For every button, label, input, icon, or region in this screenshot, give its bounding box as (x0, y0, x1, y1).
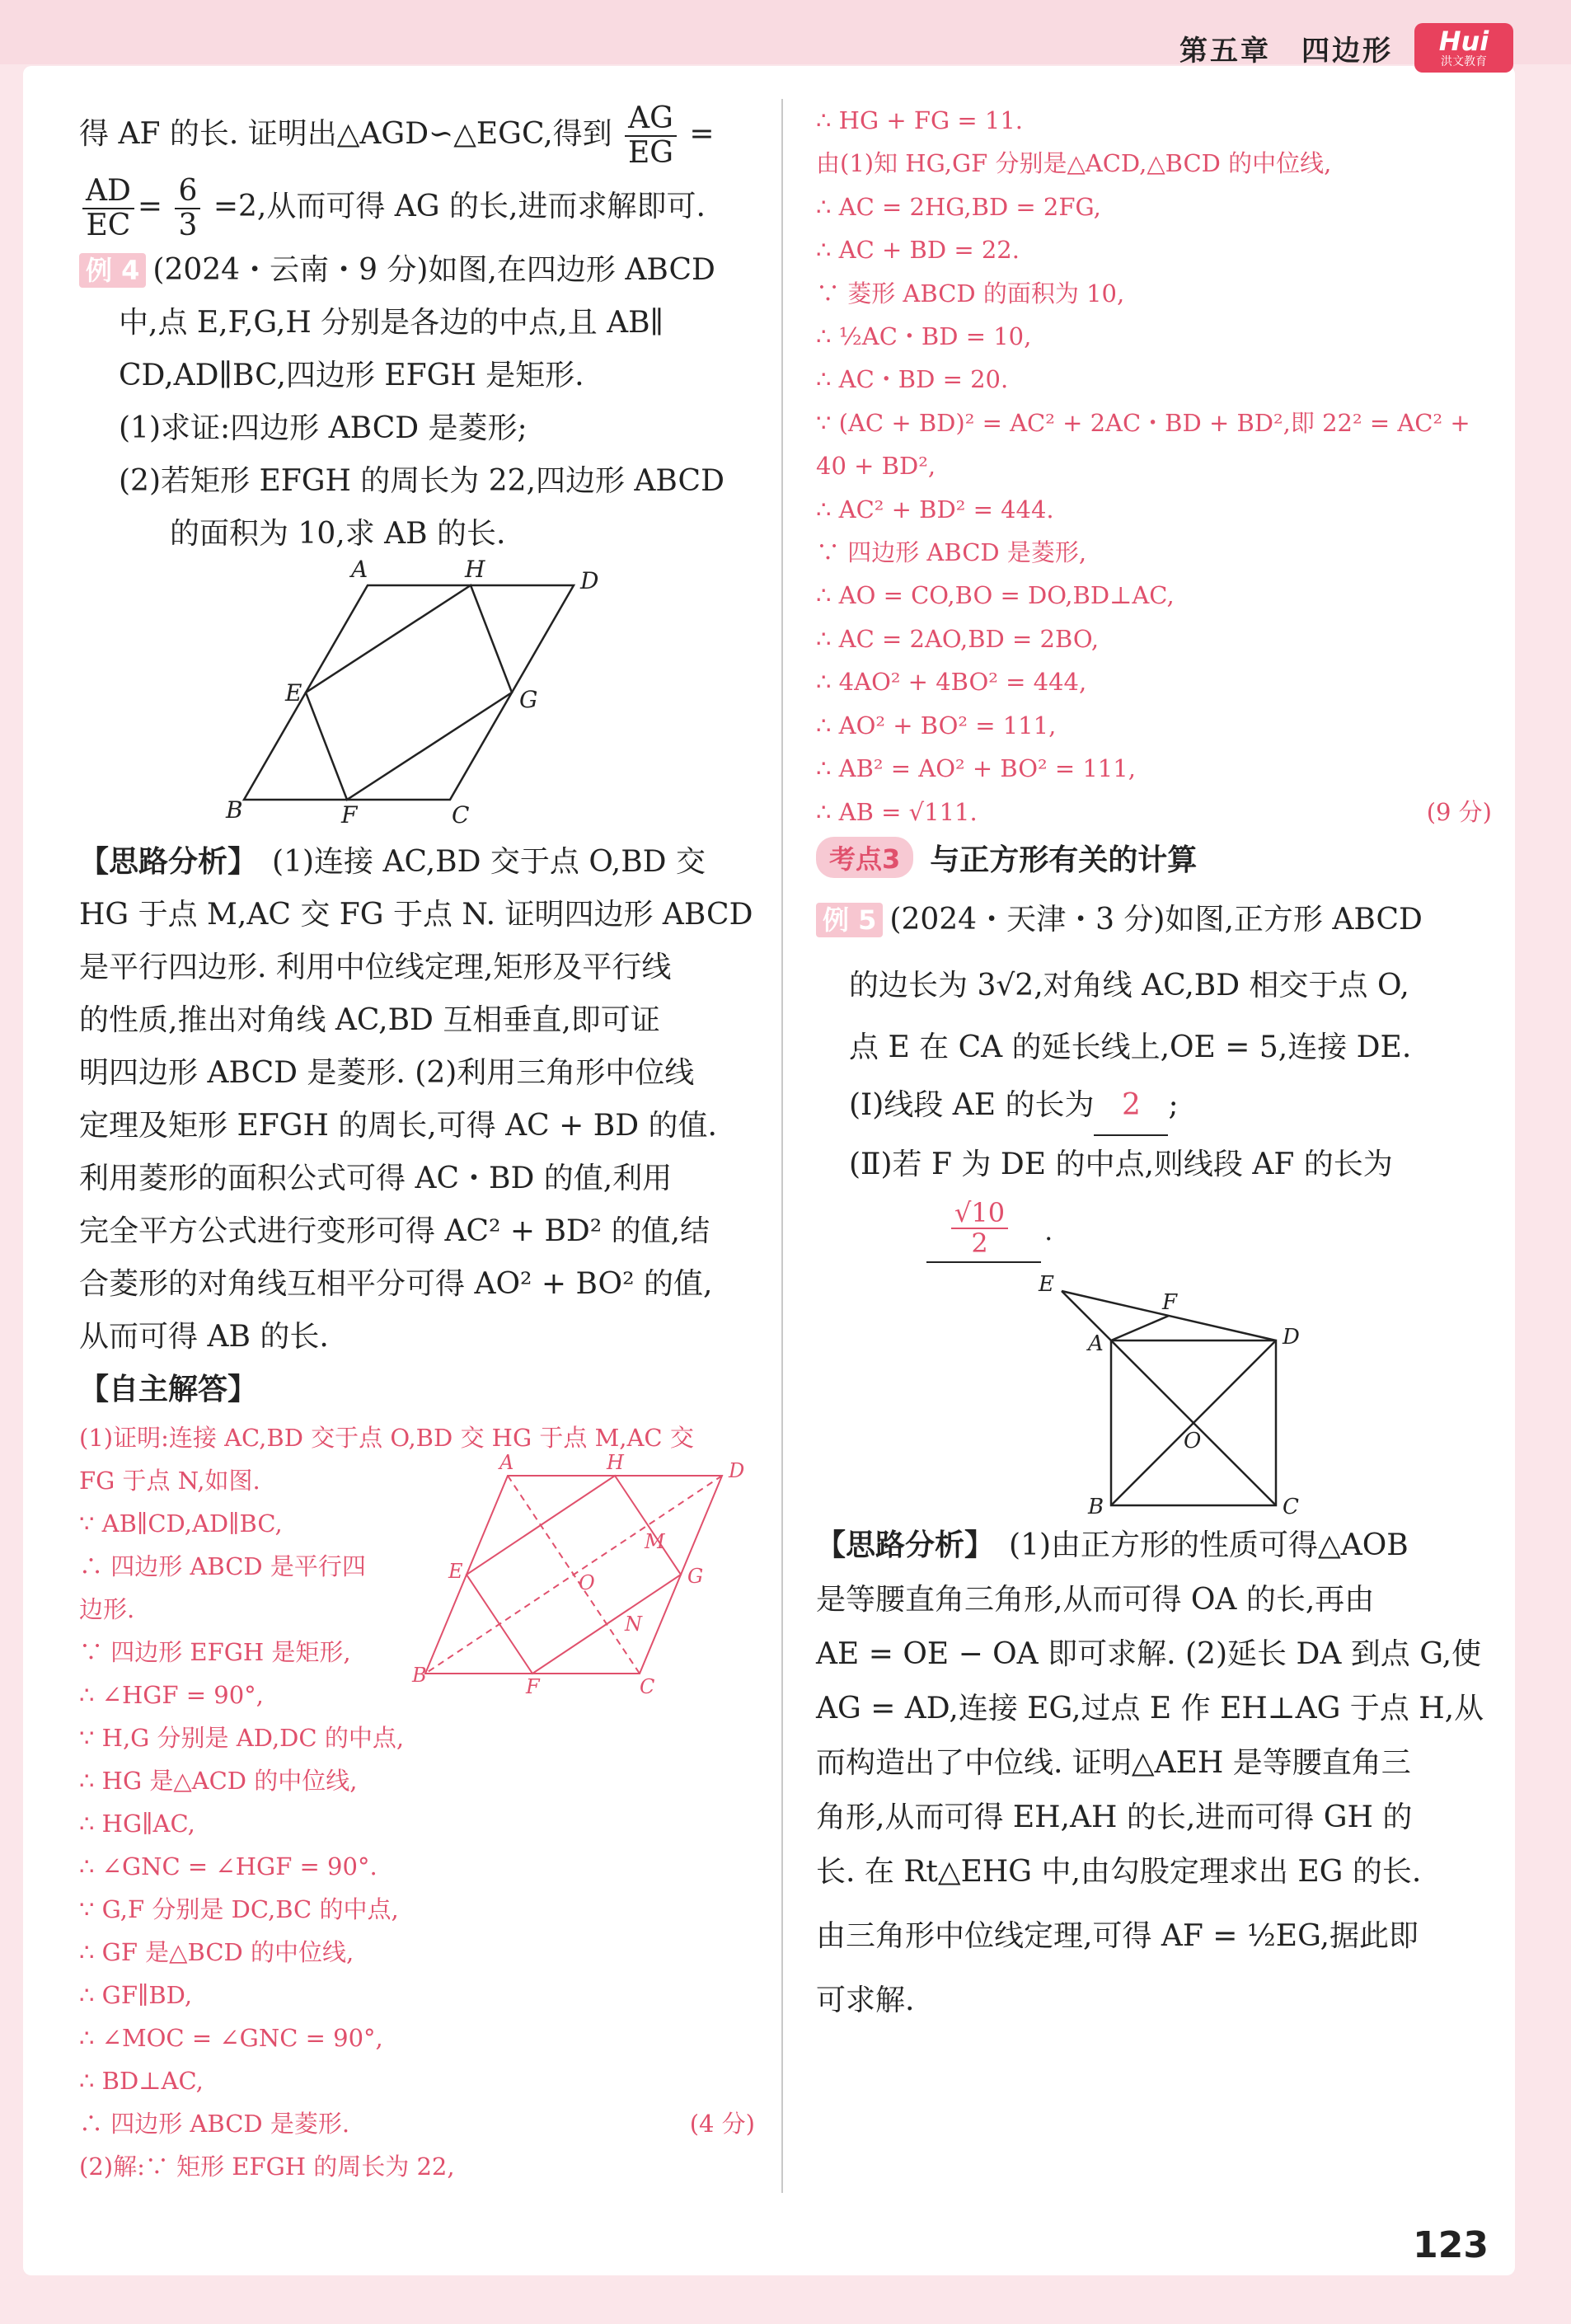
analysis-4-line-3: 的性质,推出对角线 AC,BD 互相垂直,即可证 (79, 1003, 660, 1037)
analysis-5-line-3: AG = AD,连接 EG,过点 E 作 EH⊥AG 于点 H,从 (816, 1691, 1484, 1725)
example-4-line-1: 中,点 E,F,G,H 分别是各边的中点,且 AB∥ (119, 306, 664, 340)
label-c2: C (640, 1675, 655, 1698)
chapter-title: 第五章 四边形 (1179, 34, 1393, 68)
answer-2-period: . (1044, 1214, 1053, 1247)
solution-4-line-1: FG 于点 N,如图. (79, 1467, 260, 1495)
label-b2: B (412, 1664, 427, 1687)
label-a2: A (499, 1451, 514, 1474)
solution-4b-line-4: ∵ 菱形 ABCD 的面积为 10, (816, 279, 1125, 308)
analysis-4-line-9: 从而可得 AB 的长. (79, 1320, 329, 1354)
analysis-5-line-1: 是等腰直角三角形,从而可得 OA 的长,再由 (816, 1582, 1375, 1617)
analysis-title-5: 【思路分析】 (816, 1528, 980, 1562)
analysis-4-line-5: 定理及矩形 EFGH 的周长,可得 AC + BD 的值. (79, 1109, 717, 1143)
solution-4-line-16 (79, 2102, 755, 2145)
example-5-line-2: 点 E 在 CA 的延长线上,OE = 5,连接 DE. (849, 1030, 1412, 1064)
analysis-4-line-2: 是平行四边形. 利用中位线定理,矩形及平行线 (79, 951, 672, 984)
label-e: E (285, 679, 302, 707)
analysis-text: (1)连接 AC,BD 交于点 O,BD 交 (272, 845, 706, 879)
label-g2: G (687, 1565, 704, 1588)
label-d: D (580, 567, 599, 594)
solution-4b-line-6: ∴ AC・BD = 20. (816, 365, 1009, 394)
equals-sign: = (689, 117, 715, 151)
label-g: G (519, 686, 538, 713)
label-o3: O (1184, 1428, 1202, 1453)
example-4-line-5: 的面积为 10,求 AB 的长. (170, 517, 506, 551)
label-e3: E (1039, 1271, 1054, 1297)
analysis-4-line-6: 利用菱形的面积公式可得 AC・BD 的值,利用 (79, 1162, 673, 1195)
frac-num: 6 (175, 175, 200, 209)
segment-af (1111, 1316, 1169, 1340)
right-column (816, 99, 1492, 2028)
solution-4-line-2: ∵ AB∥CD,AD∥BC, (79, 1509, 283, 1538)
analysis-5-line-5: 角形,从而可得 EH,AH 的长,进而可得 GH 的 (816, 1800, 1413, 1834)
example-5-text: (2024・天津・3 分)如图,正方形 ABCD (889, 902, 1423, 937)
solution-4b-line-12: ∴ AC = 2AO,BD = 2BO, (816, 624, 1100, 653)
label-c: C (452, 801, 470, 829)
intro-line-1 (79, 99, 755, 170)
example-5-q2: (Ⅱ)若 F 为 DE 的中点,则线段 AF 的长为 (849, 1147, 1393, 1181)
solution-4b-line-13: ∴ 4AO² + 4BO² = 444, (816, 668, 1087, 697)
q1-end: ; (1168, 1087, 1179, 1122)
publisher-logo (1414, 23, 1513, 73)
solution-4-block (79, 1416, 755, 2188)
page-header (1179, 23, 1513, 73)
analysis-text: (1)由正方形的性质可得△AOB (1009, 1528, 1409, 1562)
label-b3: B (1088, 1494, 1104, 1519)
rectangle-efgh (306, 585, 512, 800)
frac-den: 3 (178, 209, 198, 242)
fraction-ag-eg (625, 102, 677, 169)
extension-ae (1062, 1291, 1111, 1340)
solution-4-line-8: ∴ HG 是△ACD 的中位线, (79, 1767, 358, 1795)
solution-4b-line-15: ∴ AB² = AO² + BO² = 111, (816, 754, 1136, 783)
label-h2: H (607, 1451, 624, 1474)
example-5-q1 (816, 1077, 1492, 1136)
solution-4b-line-16 (816, 791, 1492, 833)
answer-2-fraction (926, 1196, 1041, 1263)
answer-1-blank: 2 (1094, 1077, 1168, 1136)
example-4-line-2: CD,AD∥BC,四边形 EFGH 是矩形. (119, 359, 584, 392)
frac-num: AG (625, 102, 677, 137)
solution-4-line-14: ∴ ∠MOC = ∠GNC = 90°, (79, 2024, 383, 2052)
label-f2: F (526, 1675, 540, 1698)
label-m2: M (645, 1530, 665, 1553)
q1-text: (Ⅰ)线段 AE 的长为 (849, 1087, 1095, 1122)
analysis-5-line-4: 而构造出了中位线. 证明△AEH 是等腰直角三 (816, 1745, 1411, 1780)
solution-4b-line-7: ∵ (AC + BD)² = AC² + 2AC・BD + BD²,即 22² = AC² + (816, 408, 1470, 437)
solution-4-line-6: ∴ ∠HGF = 90°, (79, 1681, 264, 1709)
solution-4-line-5: ∵ 四边形 EFGH 是矩形, (79, 1638, 351, 1666)
page-number: 123 (1413, 2224, 1489, 2266)
example-4-text: (2024・云南・9 分)如图,在四边形 ABCD (152, 253, 715, 287)
solution-text: ∴ 四边形 ABCD 是菱形. (79, 2110, 350, 2138)
solution-4-line-4: 边形. (79, 1595, 135, 1623)
frac-num: √10 (951, 1199, 1008, 1229)
solution-4-line-17: (2)解:∵ 矩形 EFGH 的周长为 22, (79, 2153, 455, 2181)
analysis-4-line-0 (79, 836, 755, 889)
analysis-4-line-7: 完全平方公式进行变形可得 AC² + BD² 的值,结 (79, 1214, 710, 1248)
diagonal-bd (425, 1476, 722, 1674)
analysis-title: 【思路分析】 (79, 845, 243, 879)
example-4-line-3: (1)求证:四边形 ABCD 是菱形; (119, 411, 528, 445)
example-4-line-4: (2)若矩形 EFGH 的周长为 22,四边形 ABCD (119, 464, 725, 498)
intro-text-b: =2,从而可得 AG 的长,进而求解即可. (213, 190, 706, 223)
label-f: F (341, 801, 358, 829)
intro-text-a: 得 AF 的长. 证明出△AGD∽△EGC,得到 (79, 117, 612, 151)
label-e2: E (448, 1560, 463, 1583)
fraction-6-3 (175, 175, 200, 242)
solution-4-line-12: ∴ GF 是△BCD 的中位线, (79, 1938, 354, 1966)
solution-4-line-9: ∴ HG∥AC, (79, 1810, 195, 1838)
label-n2: N (625, 1613, 642, 1636)
key-point-title: 与正方形有关的计算 (930, 843, 1198, 877)
solution-4-line-0: (1)证明:连接 AC,BD 交于点 O,BD 交 HG 于点 M,AC 交 (79, 1424, 694, 1452)
figure-rhombus-2 (412, 1451, 747, 1705)
example-4-line-0 (79, 244, 755, 297)
analysis-5-line-8: 可求解. (816, 1983, 915, 2017)
solution-4-line-7: ∵ H,G 分别是 AD,DC 的中点, (79, 1724, 405, 1752)
figure-rhombus-1 (79, 556, 755, 833)
solution-4b-line-8: 40 + BD², (816, 452, 936, 481)
label-d3: D (1283, 1324, 1300, 1350)
example-4-tag: 例 4 (79, 253, 146, 288)
analysis-5-line-7: 由三角形中位线定理,可得 AF = ½EG,据此即 (816, 1918, 1419, 1953)
analysis-4-line-8: 合菱形的对角线互相平分可得 AO² + BO² 的值, (79, 1267, 713, 1301)
column-divider (781, 99, 783, 2193)
label-d2: D (729, 1459, 745, 1482)
solution-4b-line-2: ∴ AC = 2HG,BD = 2FG, (816, 192, 1101, 221)
left-column (79, 99, 755, 2188)
label-f3: F (1162, 1289, 1178, 1315)
solution-4-line-13: ∴ GF∥BD, (79, 1981, 193, 2009)
analysis-5-line-6: 长. 在 Rt△EHG 中,由勾股定理求出 EG 的长. (816, 1854, 1422, 1889)
label-a: A (351, 556, 368, 583)
logo-text: 洪文教育 (1441, 55, 1487, 68)
figure-square (816, 1268, 1492, 1519)
solution-4b-line-5: ∴ ½AC・BD = 10, (816, 322, 1032, 351)
label-o2: O (579, 1571, 595, 1594)
solution-4b-line-1: 由(1)知 HG,GF 分别是△ACD,△BCD 的中位线, (816, 149, 1332, 178)
solution-4b-line-10: ∵ 四边形 ABCD 是菱形, (816, 538, 1087, 567)
answer-2-blank (816, 1194, 1492, 1268)
analysis-5-line-2: AE = OE − OA 即可求解. (2)延长 DA 到点 G,使 (816, 1636, 1482, 1671)
solution-4b-line-9: ∴ AC² + BD² = 444. (816, 495, 1054, 523)
frac-den: EC (86, 209, 131, 242)
example-5-line-0 (816, 887, 1492, 953)
label-h: H (465, 556, 485, 583)
logo-mark: Hui (1438, 26, 1489, 57)
solution-text: ∴ AB = √111. (816, 797, 978, 826)
score-4pts: (4 分) (689, 2110, 755, 2138)
key-point-tag: 考点3 (816, 837, 913, 878)
example-5-tag: 例 5 (816, 903, 883, 937)
intro-line-2: $\frac{AD}{EC}$ = $\frac{6}{3}$ =2,从而可得 AG 的长,进而求解即可. (79, 170, 755, 244)
key-point-3 (816, 837, 1492, 879)
solution-4-line-15: ∴ BD⊥AC, (79, 2067, 204, 2095)
label-a3: A (1088, 1331, 1104, 1356)
analysis-5-line-0 (816, 1519, 1492, 1573)
solution-4-line-11: ∵ G,F 分别是 DC,BC 的中点, (79, 1895, 399, 1923)
solution-4b-line-0: ∴ HG + FG = 11. (816, 106, 1024, 134)
example-5-line-1: 的边长为 3√2,对角线 AC,BD 相交于点 O, (849, 968, 1409, 1002)
solution-4b-line-14: ∴ AO² + BO² = 111, (816, 711, 1057, 739)
fraction-ad-ec (82, 175, 134, 242)
solution-4-line-10: ∴ ∠GNC = ∠HGF = 90°. (79, 1852, 378, 1880)
label-c3: C (1283, 1494, 1299, 1519)
frac-den: EG (627, 136, 674, 170)
frac-num: AD (82, 175, 134, 209)
solution-4-line-3: ∴ 四边形 ABCD 是平行四 (79, 1552, 366, 1580)
solution-4b-line-3: ∴ AC + BD = 22. (816, 236, 1020, 265)
analysis-4-line-4: 明四边形 ABCD 是菱形. (2)利用三角形中位线 (79, 1056, 695, 1090)
answer-title: 【自主解答】 (79, 1373, 258, 1406)
solution-4b-line-11: ∴ AO = CO,BO = DO,BD⊥AC, (816, 581, 1175, 610)
score-9pts: (9 分) (1426, 797, 1492, 826)
frac-den: 2 (971, 1227, 988, 1259)
analysis-4-line-1: HG 于点 M,AC 交 FG 于点 N. 证明四边形 ABCD (79, 898, 753, 932)
label-b: B (226, 796, 243, 824)
